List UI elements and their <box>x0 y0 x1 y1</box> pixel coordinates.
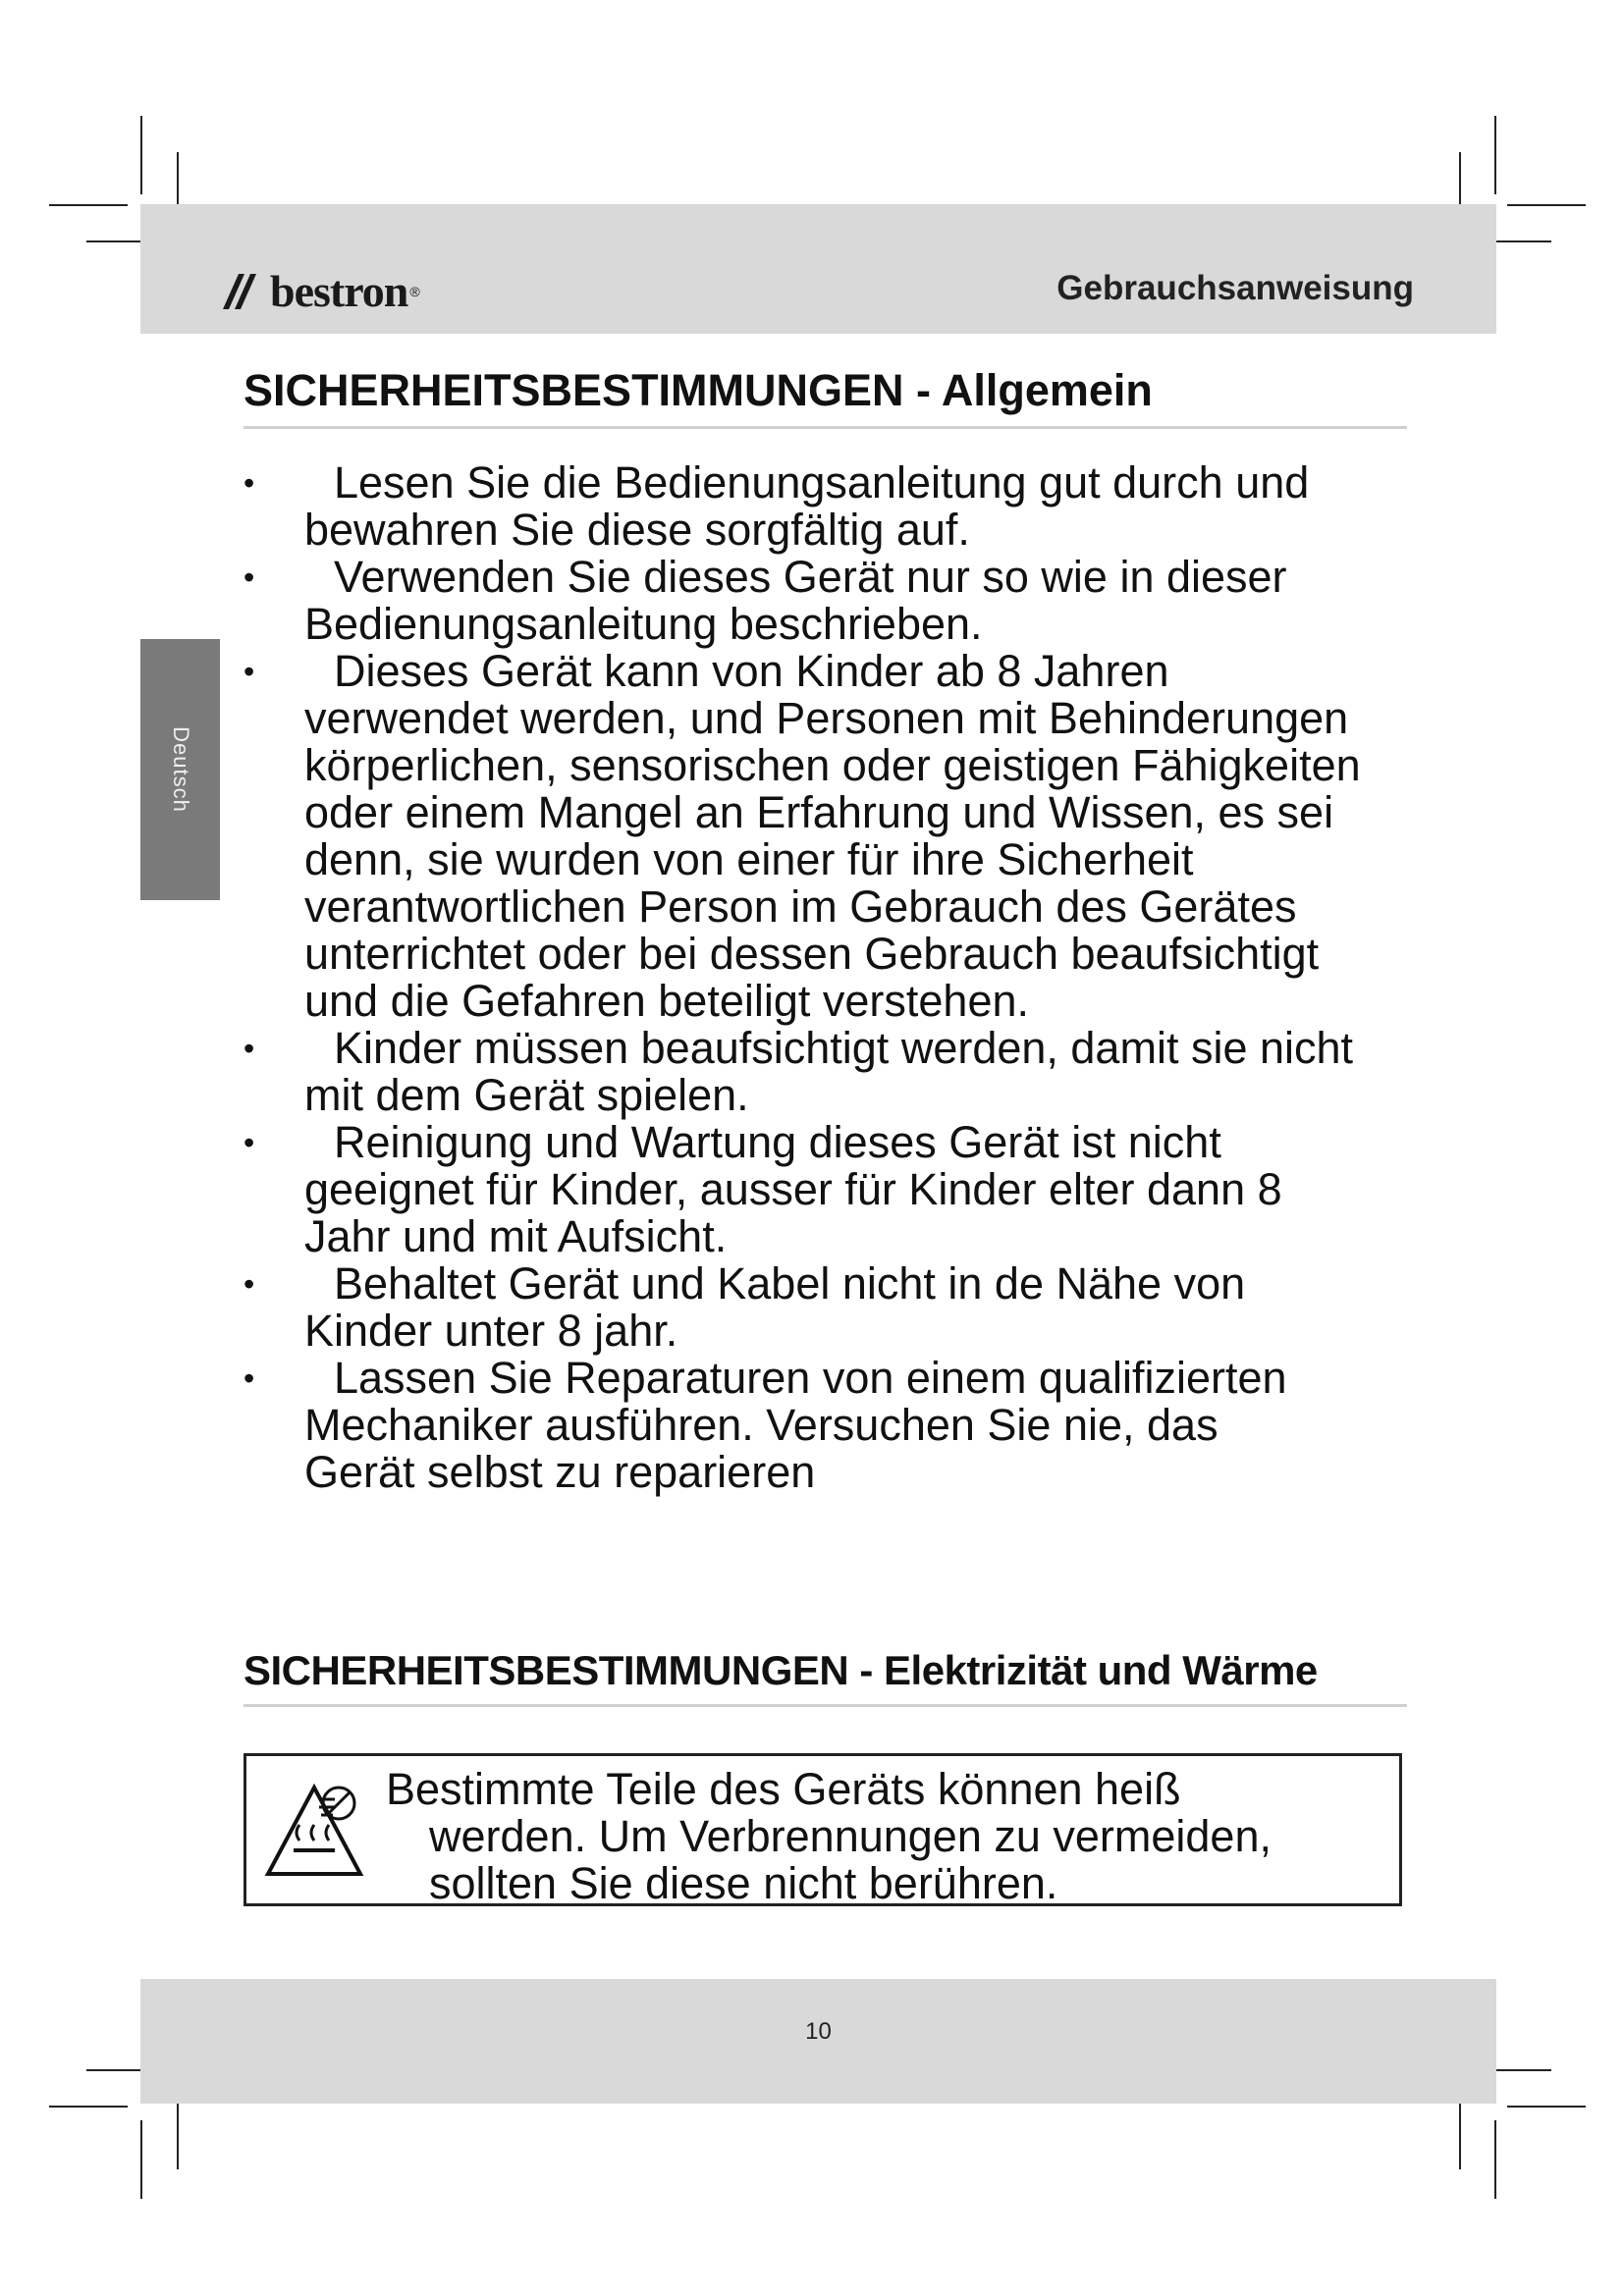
page-footer <box>140 1979 1496 2104</box>
crop-mark <box>1494 2120 1496 2199</box>
crop-mark <box>177 2101 179 2169</box>
list-item <box>244 1025 1412 1119</box>
bullet-rest: Bedienungsanleitung beschrieben. <box>304 599 983 649</box>
hot-surface-warning-icon <box>260 1776 368 1884</box>
language-tab-label: Deutsch <box>168 726 193 813</box>
brand-logo <box>219 265 420 317</box>
bullet-rest: bewahren Sie diese sorgfältig auf. <box>304 505 970 555</box>
bullet-first-line: Behaltet Gerät und Kabel nicht in de Nähe von <box>334 1258 1246 1308</box>
list-item <box>244 1355 1412 1496</box>
crop-mark <box>1459 2101 1461 2169</box>
bullet-first-line: Verwenden Sie dieses Gerät nur so wie in dieser <box>334 552 1287 602</box>
bullet-rest: geeignet für Kinder, ausser für Kinder elter dann 8 Jahr und mit Aufsicht. <box>304 1164 1282 1261</box>
crop-mark <box>49 2106 128 2108</box>
list-item <box>244 459 1412 554</box>
list-item <box>244 554 1412 648</box>
list-item <box>244 1119 1412 1260</box>
warning-text <box>386 1764 1272 1908</box>
crop-mark <box>1507 2106 1586 2108</box>
crop-mark <box>49 204 128 206</box>
crop-mark <box>1494 116 1496 194</box>
warning-line: Bestimmte Teile des Geräts können heiß <box>386 1764 1181 1814</box>
hot-surface-warning <box>244 1753 1402 1906</box>
bullet-rest: verwendet werden, und Personen mit Behinderungen körperlichen, sensorischen oder geistigen Fähigkeiten oder einem Mangel an Erfahrung und Wissen, es sei denn, sie wurden von einer für ihre Sicherheit verantwortlichen Person im Gebrauch des Gerätes unterrichtet oder bei dessen Gebrauch beaufsichtigt und die Gefahren beteiligt verstehen. <box>304 693 1361 1026</box>
crop-mark <box>140 116 142 194</box>
list-item <box>244 1260 1412 1355</box>
safety-bullet-list <box>244 459 1412 1496</box>
list-item <box>244 648 1412 1025</box>
bullet-rest: Kinder unter 8 jahr. <box>304 1306 678 1356</box>
bullet-first-line: Dieses Gerät kann von Kinder ab 8 Jahren <box>334 646 1169 696</box>
page-header <box>140 204 1496 334</box>
bullet-rest: mit dem Gerät spielen. <box>304 1070 749 1120</box>
bullet-first-line: Kinder müssen beaufsichtigt werden, damit sie nicht <box>334 1023 1354 1073</box>
bullet-rest: Mechaniker ausführen. Versuchen Sie nie, das Gerät selbst zu reparieren <box>304 1400 1218 1497</box>
registered-mark: ® <box>409 283 420 299</box>
brand-chevron-icon <box>219 270 262 313</box>
bullet-first-line: Reinigung und Wartung dieses Gerät ist nicht <box>334 1117 1221 1167</box>
warning-line: sollten Sie diese nicht berühren. <box>429 1858 1058 1908</box>
section-title-general: SICHERHEITSBESTIMMUNGEN - Allgemein <box>244 365 1407 429</box>
bullet-first-line: Lesen Sie die Bedienungsanleitung gut durch und <box>334 457 1310 507</box>
bullet-first-line: Lassen Sie Reparaturen von einem qualifizierten <box>334 1353 1287 1403</box>
page-number: 10 <box>805 2018 832 2045</box>
section-title-electricity-heat: SICHERHEITSBESTIMMUNGEN - Elektrizität und Wärme <box>244 1647 1407 1707</box>
language-tab <box>140 639 220 900</box>
crop-mark <box>140 2120 142 2199</box>
document-title: Gebrauchsanweisung <box>1056 269 1414 307</box>
crop-mark <box>1507 204 1586 206</box>
warning-line: werden. Um Verbrennungen zu vermeiden, <box>429 1811 1272 1861</box>
brand-name: bestron <box>270 266 408 316</box>
